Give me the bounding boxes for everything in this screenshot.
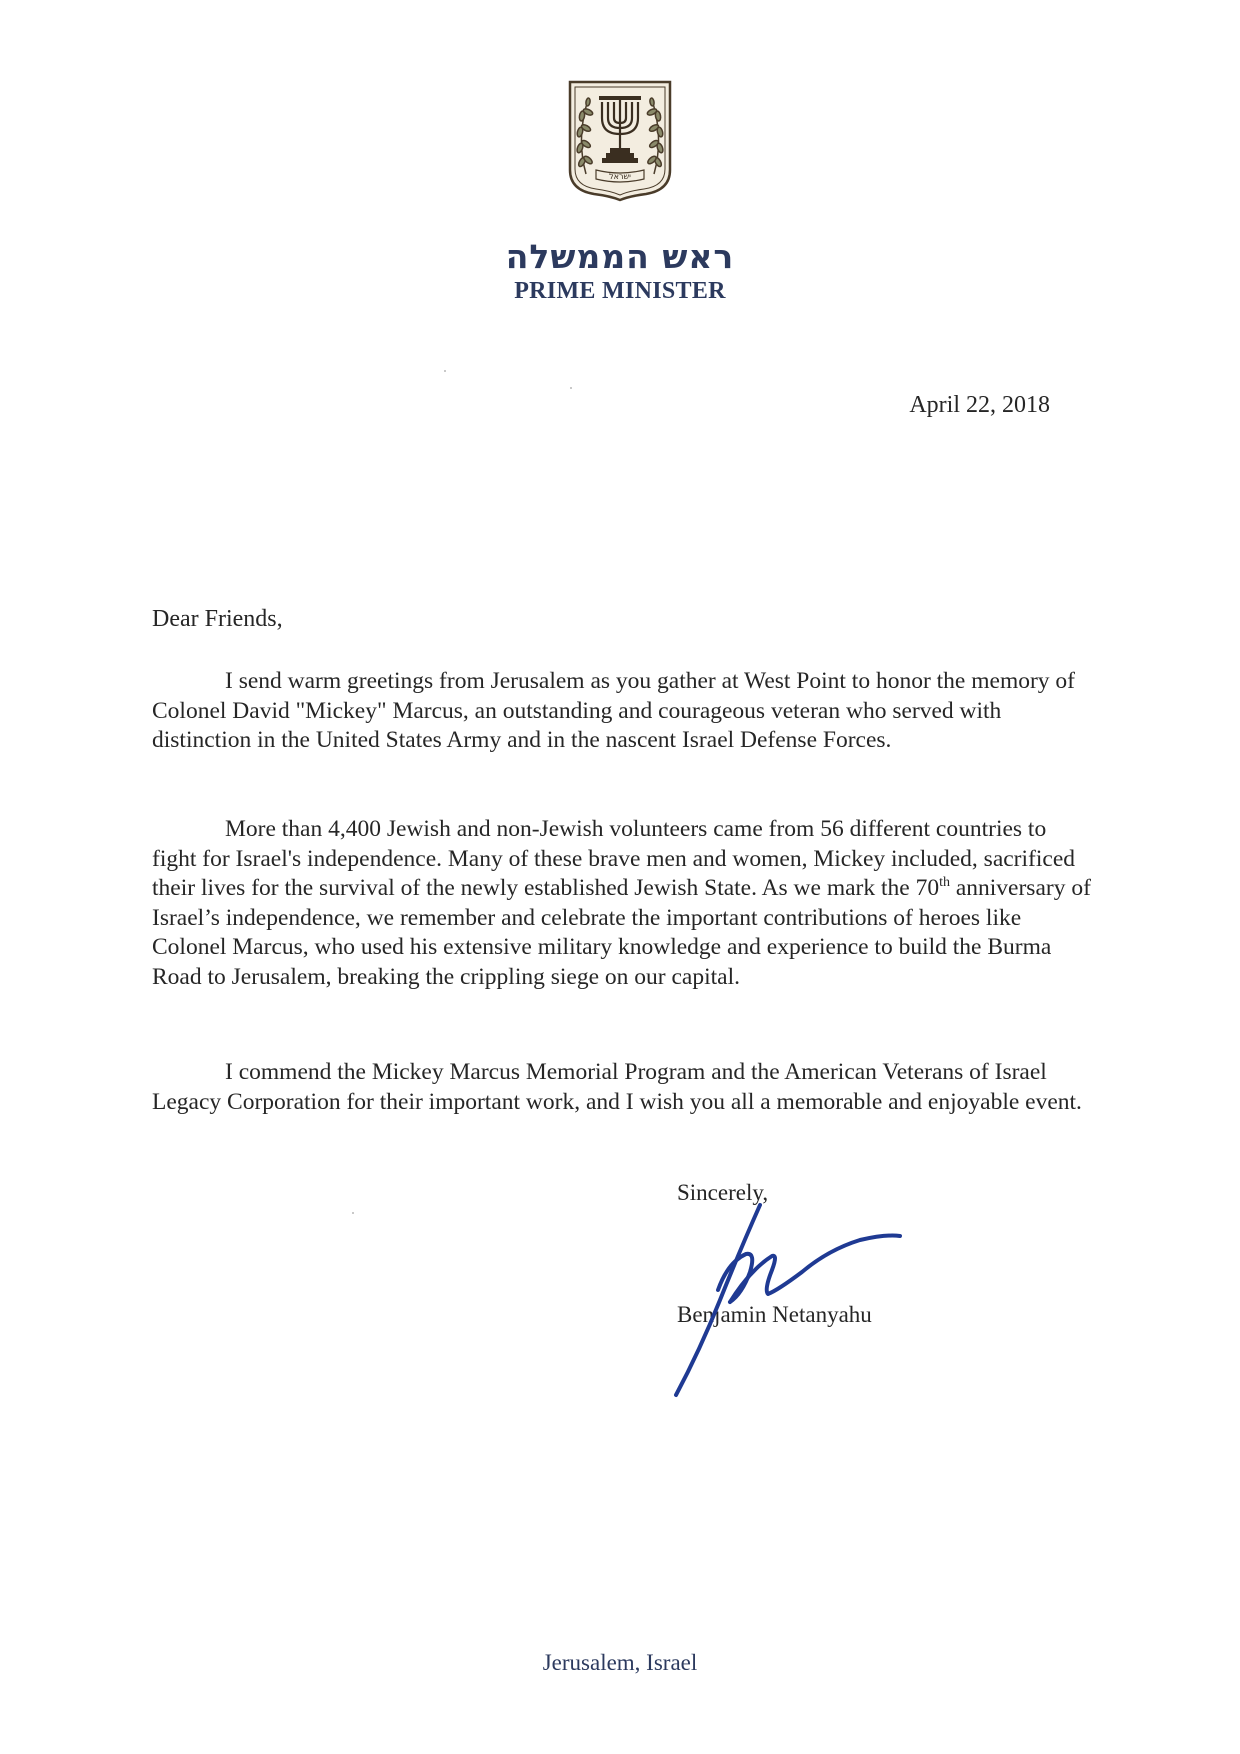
paragraph-1: I send warm greetings from Jerusalem as you gather at West Point to honor the memory of Colonel David "Mickey" Marcus, an outstanding and courageous veteran who served with distinction in the United States Army and in the nascent Israel Defense Forces. bbox=[152, 668, 1076, 753]
paper-speck bbox=[352, 1212, 354, 1214]
signature-icon bbox=[660, 1190, 910, 1400]
signer-name: Benjamin Netanyahu bbox=[677, 1302, 872, 1327]
hebrew-office-title: ראש הממשלה bbox=[505, 237, 735, 276]
emblem-text: ישראל bbox=[609, 172, 631, 181]
closing: Sincerely, bbox=[677, 1180, 769, 1205]
paragraph-2 bbox=[152, 815, 1092, 992]
paper-speck bbox=[444, 370, 446, 372]
paragraph-2-part-1: More than 4,400 Jewish and non-Jewish volunteers came from 56 different countries to fight for Israel's independence. Many of these brave men and women, Mickey included, sacrificed their lives for the survival of the newly established Jewish State. As we mark the 70 bbox=[152, 816, 1076, 901]
ordinal-suffix: th bbox=[939, 875, 950, 891]
paragraph-2-part-2: anniversary of Israel’s independence, we remember and celebrate the important contributions of heroes like Colonel Marcus, who used his extensive military knowledge and experience to build the Burma Road to Jerusalem, breaking the crippling siege on our capital. bbox=[152, 875, 1091, 990]
salutation: Dear Friends, bbox=[152, 606, 283, 632]
letter-date: April 22, 2018 bbox=[909, 392, 1050, 418]
footer-location: Jerusalem, Israel bbox=[542, 1650, 698, 1675]
paper-speck bbox=[570, 387, 572, 389]
state-emblem-icon bbox=[566, 78, 674, 202]
letterhead bbox=[0, 78, 1240, 305]
paragraph-3: I commend the Mickey Marcus Memorial Program and the American Veterans of Israel Legacy Corporation for their important work, and I wish you all a memorable and enjoyable event. bbox=[152, 1059, 1082, 1115]
english-office-title: PRIME MINISTER bbox=[514, 278, 726, 304]
